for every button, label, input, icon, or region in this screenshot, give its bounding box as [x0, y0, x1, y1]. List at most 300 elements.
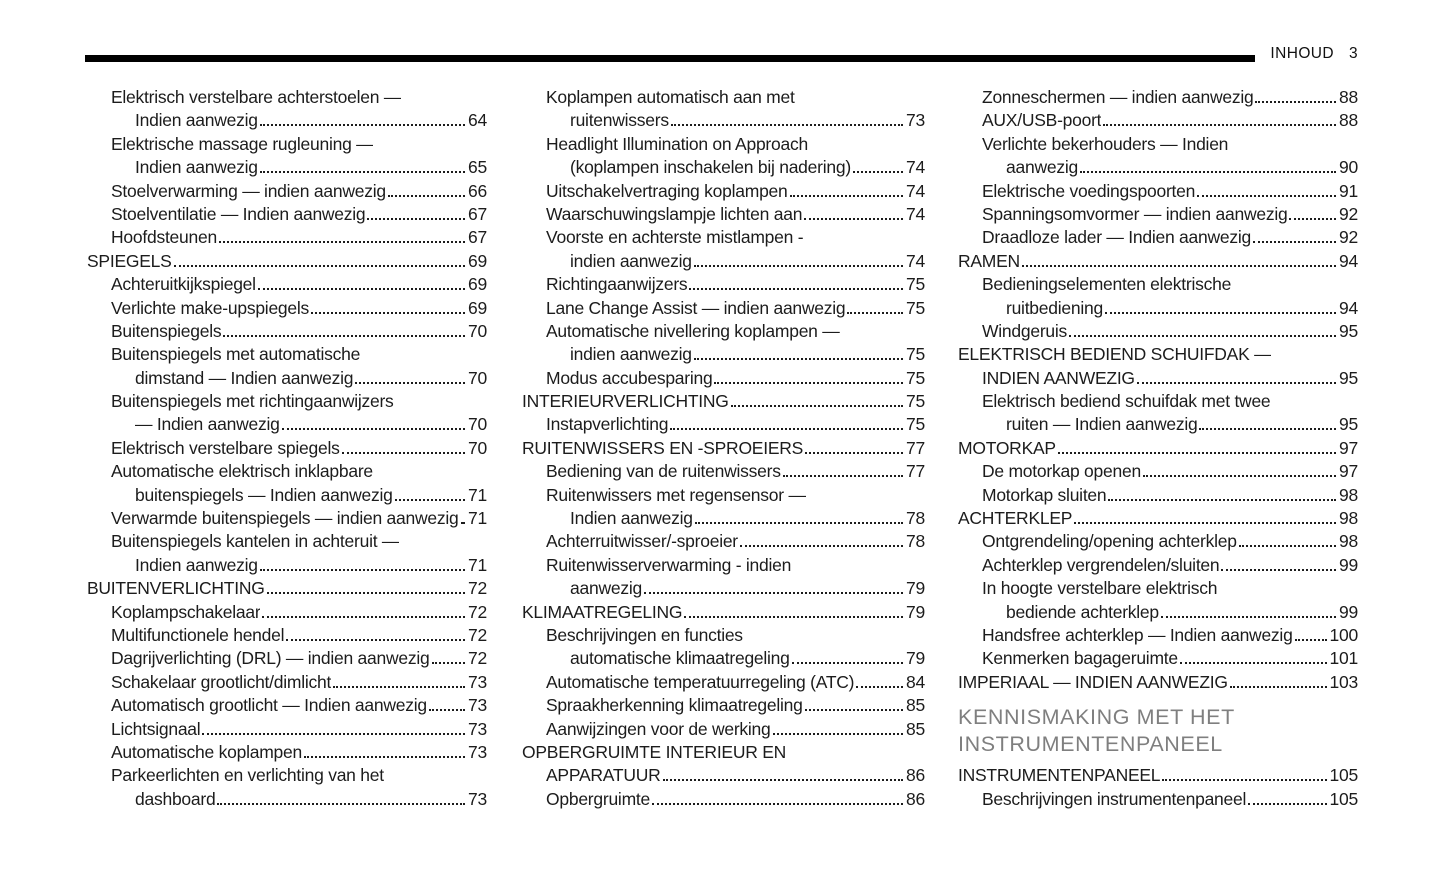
toc-leader-dots [1230, 686, 1327, 688]
toc-entry-label: Opbergruimte [546, 788, 650, 809]
toc-entry [958, 133, 1358, 156]
toc-leader-dots [1289, 218, 1336, 220]
toc-entry [522, 86, 925, 109]
toc-leader-dots [174, 265, 465, 267]
toc-entry [958, 437, 1358, 460]
toc-entry-label: Stoelventilatie — Indien aanwezig [111, 203, 366, 224]
toc-entry-label: Zonneschermen — indien aanwezig [982, 87, 1254, 107]
toc-entry-page: 70 [468, 367, 487, 388]
toc-entry [522, 671, 925, 694]
toc-entry [87, 554, 487, 577]
toc-entry [522, 273, 925, 296]
page-header [1270, 45, 1358, 63]
toc-entry [87, 320, 487, 343]
toc-entry [522, 718, 925, 741]
toc-leader-dots [1295, 639, 1327, 641]
toc-entry [958, 203, 1358, 226]
toc-leader-dots [740, 545, 903, 547]
toc-entry-label: MOTORKAP [958, 437, 1056, 458]
toc-entry-label: Parkeerlichten en verlichting van het [111, 765, 384, 786]
toc-entry-label: Verlichte bekerhouders — Indien [982, 133, 1229, 154]
toc-entry-label: Achterklep vergrendelen/sluiten [982, 554, 1220, 575]
toc-entry [958, 343, 1358, 366]
toc-entry [958, 250, 1358, 273]
toc-entry-page: 85 [906, 695, 925, 716]
toc-entry-label: Dagrijverlichting (DRL) — indien aanwezig [111, 648, 430, 669]
toc-leader-dots [267, 592, 465, 594]
toc-leader-dots [792, 662, 903, 664]
toc-entry-page: 94 [1339, 250, 1358, 271]
toc-leader-dots [695, 522, 903, 524]
toc-entry [522, 507, 925, 530]
toc-leader-dots [1221, 569, 1336, 571]
toc-leader-dots [804, 218, 903, 220]
toc-entry [958, 109, 1358, 132]
toc-entry [522, 390, 925, 413]
toc-entry [87, 133, 487, 156]
toc-entry-page: 72 [468, 648, 487, 669]
toc-leader-dots [1143, 475, 1336, 477]
toc-entry [87, 460, 487, 483]
toc-entry-label: Multifunctionele hendel [111, 624, 285, 645]
toc-leader-dots [258, 288, 465, 290]
toc-entry-page: 71 [468, 508, 487, 529]
toc-entry-page: 73 [468, 788, 487, 809]
toc-leader-dots [652, 803, 903, 805]
toc-entry-page: 67 [468, 227, 487, 248]
toc-entry [87, 109, 487, 132]
toc-entry-label: Kenmerken bagageruimte [982, 648, 1178, 669]
toc-entry-label: ruitbediening [1006, 297, 1103, 318]
toc-entry [87, 413, 487, 436]
toc-entry-label: Buitenspiegels met richtingaanwijzers [111, 391, 394, 412]
toc-entry-label: ELEKTRISCH BEDIEND SCHUIFDAK — [958, 344, 1272, 365]
toc-entry-page: 98 [1339, 484, 1358, 505]
toc-entry [958, 180, 1358, 203]
toc-entry-label: bediende achterklep [1006, 601, 1159, 622]
toc-entry-label: Koplampschakelaar [111, 601, 261, 622]
toc-leader-dots [790, 195, 904, 197]
toc-entry-page: 95 [1339, 367, 1358, 388]
toc-entry-label: INSTRUMENTENPANEEL [958, 732, 1223, 757]
toc-leader-dots [260, 124, 465, 126]
toc-entry-page: 88 [1339, 87, 1358, 107]
toc-entry [87, 484, 487, 507]
toc-entry-label: Elektrisch verstelbare achterstoelen — [111, 87, 402, 107]
toc-entry-page: 79 [906, 601, 925, 622]
toc-entry [522, 109, 925, 132]
toc-entry-label: Verwarmde buitenspiegels — indien aanwezig [111, 508, 459, 529]
toc-entry-label: ruiten — Indien aanwezig [1006, 414, 1198, 435]
toc-leader-dots [1108, 499, 1336, 501]
toc-leader-dots [856, 686, 903, 688]
toc-leader-dots [388, 195, 465, 197]
toc-entry-label: — Indien aanwezig [135, 414, 280, 435]
toc-entry-label: Indien aanwezig [135, 554, 258, 575]
toc-entry-page: 86 [906, 765, 925, 786]
toc-entry [522, 460, 925, 483]
toc-entry-page: 73 [906, 110, 925, 131]
toc-entry-page: 79 [906, 578, 925, 599]
toc-entry-page: 73 [468, 671, 487, 692]
toc-entry-page: 69 [468, 297, 487, 318]
toc-entry-page: 105 [1329, 765, 1358, 786]
toc-leader-dots [355, 382, 465, 384]
toc-entry-page: 99 [1339, 554, 1358, 575]
toc-leader-dots [1197, 195, 1336, 197]
toc-entry [958, 86, 1358, 109]
toc-entry-page: 78 [906, 508, 925, 529]
toc-entry-page: 100 [1329, 624, 1358, 645]
toc-entry [522, 250, 925, 273]
toc-leader-dots [432, 662, 466, 664]
toc-entry [87, 601, 487, 624]
toc-entry-label: De motorkap openen [982, 461, 1141, 482]
toc-entry-label: Windgeruis [982, 320, 1068, 341]
toc-entry-page: 98 [1339, 508, 1358, 529]
toc-entry-label: Indien aanwezig [570, 508, 693, 529]
toc-leader-dots [694, 265, 903, 267]
toc-entry-page: 75 [906, 297, 925, 318]
toc-entry-page: 86 [906, 788, 925, 809]
toc-entry-label: indien aanwezig [570, 344, 692, 365]
toc-entry [522, 694, 925, 717]
toc-leader-dots [1253, 241, 1336, 243]
toc-entry-page: 71 [468, 554, 487, 575]
toc-entry-label: Buitenspiegels [111, 320, 222, 341]
toc-entry [522, 156, 925, 179]
toc-entry-label: Lane Change Assist — indien aanwezig [546, 297, 846, 318]
toc-entry-label: Indien aanwezig [135, 157, 258, 178]
toc-entry [87, 86, 487, 109]
toc-entry-label: automatische klimaatregeling [570, 648, 790, 669]
toc-entry-page: 64 [468, 110, 487, 131]
toc-entry [522, 203, 925, 226]
toc-column-1 [87, 86, 487, 811]
toc-entry [87, 624, 487, 647]
toc-leader-dots [694, 358, 903, 360]
toc-entry-page: 69 [468, 250, 487, 271]
toc-leader-dots [461, 522, 466, 524]
toc-entry [87, 788, 487, 811]
toc-entry-label: Voorste en achterste mistlampen - [546, 227, 804, 248]
toc-entry [522, 297, 925, 320]
toc-entry-page: 70 [468, 320, 487, 341]
toc-leader-dots [805, 709, 903, 711]
toc-entry [958, 788, 1358, 811]
toc-entry-label: Elektrische voedingspoorten [982, 180, 1196, 201]
toc-leader-dots [282, 428, 465, 430]
toc-entry-label: In hoogte verstelbare elektrisch [982, 578, 1218, 599]
toc-entry-label: Achteruitkijkspiegel [111, 274, 256, 295]
toc-entry-page: 70 [468, 437, 487, 458]
toc-entry-label: Automatische temperatuurregeling (ATC) [546, 671, 855, 692]
toc-entry-label: Elektrisch bediend schuifdak met twee [982, 391, 1271, 412]
toc-leader-dots [1162, 779, 1326, 781]
toc-entry-page: 92 [1339, 203, 1358, 224]
toc-entry-label: Elektrisch verstelbare spiegels [111, 437, 340, 458]
toc-leader-dots [1105, 312, 1336, 314]
toc-leader-dots [395, 499, 465, 501]
toc-entry-label: dimstand — Indien aanwezig [135, 367, 354, 388]
toc-entry-page: 95 [1339, 414, 1358, 435]
toc-leader-dots [1239, 545, 1336, 547]
toc-entry-page: 95 [1339, 320, 1358, 341]
toc-entry [522, 530, 925, 553]
toc-entry [958, 226, 1358, 249]
toc-entry [958, 601, 1358, 624]
toc-entry-label: buitenspiegels — Indien aanwezig [135, 484, 393, 505]
toc-entry-label: Buitenspiegels kantelen in achteruit — [111, 531, 400, 552]
toc-entry [87, 343, 487, 366]
toc-entry-page: 75 [906, 414, 925, 435]
toc-leader-dots [219, 241, 465, 243]
toc-entry [87, 367, 487, 390]
toc-entry [522, 437, 925, 460]
toc-leader-dots [663, 779, 904, 781]
toc-leader-dots [1022, 265, 1336, 267]
toc-entry [87, 671, 487, 694]
toc-entry-label: Spanningsomvormer — indien aanwezig [982, 203, 1288, 224]
toc-leader-dots [202, 733, 465, 735]
toc-entry-page: 67 [468, 203, 487, 224]
toc-entry-page: 94 [1339, 297, 1358, 318]
toc-leader-dots [847, 312, 903, 314]
toc-entry [87, 718, 487, 741]
toc-leader-dots [262, 616, 465, 618]
toc-entry-page: 75 [906, 391, 925, 412]
toc-entry [958, 460, 1358, 483]
toc-leader-dots [1103, 124, 1336, 126]
toc-entry [958, 413, 1358, 436]
toc-entry [87, 250, 487, 273]
toc-entry-label: IMPERIAAL — INDIEN AANWEZIG [958, 671, 1228, 692]
toc-entry [87, 390, 487, 413]
toc-leader-dots [689, 288, 903, 290]
toc-leader-dots [805, 452, 903, 454]
toc-entry-label: Instapverlichting [546, 414, 669, 435]
toc-leader-dots [367, 218, 465, 220]
toc-entry-label: Indien aanwezig [135, 110, 258, 131]
section-group-title [958, 731, 1358, 758]
toc-entry-page: 74 [906, 180, 925, 201]
toc-entry-page: 77 [906, 461, 925, 482]
toc-entry [87, 297, 487, 320]
toc-entry [958, 297, 1358, 320]
toc-entry [958, 671, 1358, 694]
toc-entry-label: Buitenspiegels met automatische [111, 344, 361, 365]
toc-entry-label: Ruitenwissers met regensensor — [546, 484, 806, 505]
toc-leader-dots [1161, 616, 1336, 618]
toc-entry-page: 73 [468, 741, 487, 762]
toc-entry-page: 71 [468, 484, 487, 505]
toc-entry-label: Achterruitwisser/-sproeier [546, 531, 738, 552]
toc-entry [958, 484, 1358, 507]
toc-entry-label: Beschrijvingen en functies [546, 624, 743, 645]
toc-entry [522, 413, 925, 436]
toc-entry [87, 647, 487, 670]
toc-entry-page: 66 [468, 180, 487, 201]
toc-entry-label: OPBERGRUIMTE INTERIEUR EN [522, 741, 787, 762]
header-page-number: 3 [1348, 45, 1358, 62]
toc-entry-page: 97 [1339, 437, 1358, 458]
toc-leader-dots [644, 592, 903, 594]
toc-entry [522, 133, 925, 156]
toc-entry [87, 741, 487, 764]
toc-entry-label: Koplampen automatisch aan met [546, 87, 795, 107]
toc-entry [958, 367, 1358, 390]
toc-entry-label: Waarschuwingslampje lichten aan [546, 203, 803, 224]
toc-entry-label: Draadloze lader — Indien aanwezig [982, 227, 1251, 248]
toc-entry-page: 73 [468, 718, 487, 739]
toc-leader-dots [260, 569, 465, 571]
toc-entry-label: Automatische nivellering koplampen — [546, 320, 840, 341]
toc-entry-page: 72 [468, 624, 487, 645]
toc-entry-page: 99 [1339, 601, 1358, 622]
toc-entry [87, 694, 487, 717]
toc-entry [958, 554, 1358, 577]
toc-leader-dots [1180, 662, 1327, 664]
toc-entry-label: Bediening van de ruitenwissers [546, 461, 781, 482]
toc-entry-label: INSTRUMENTENPANEEL [958, 765, 1161, 786]
toc-leader-dots [714, 382, 903, 384]
toc-entry [87, 273, 487, 296]
toc-leader-dots [670, 428, 903, 430]
toc-column-2 [522, 86, 925, 811]
toc-entry [522, 226, 925, 249]
toc-entry-label: Headlight Illumination on Approach [546, 133, 808, 154]
toc-entry [522, 554, 925, 577]
toc-entry [522, 320, 925, 343]
toc-entry-label: aanwezig [570, 578, 642, 599]
toc-entry [958, 577, 1358, 600]
toc-entry-page: 90 [1339, 157, 1358, 178]
toc-entry-label: Spraakherkenning klimaatregeling [546, 695, 803, 716]
toc-entry-label: BUITENVERLICHTING [87, 578, 265, 599]
toc-leader-dots [1080, 171, 1336, 173]
toc-leader-dots [223, 335, 465, 337]
toc-entry-label: Richtingaanwijzers [546, 274, 688, 295]
toc-entry-page: 74 [906, 250, 925, 271]
toc-leader-dots [260, 171, 465, 173]
toc-entry-page: 74 [906, 203, 925, 224]
toc-entry [958, 507, 1358, 530]
toc-entry [522, 180, 925, 203]
toc-leader-dots [286, 639, 465, 641]
toc-entry-label: Bedieningselementen elektrische [982, 274, 1232, 295]
toc-leader-dots [1255, 101, 1336, 103]
toc-entry-label: Handsfree achterklep — Indien aanwezig [982, 624, 1293, 645]
toc-entry-page: 85 [906, 718, 925, 739]
toc-leader-dots [304, 756, 465, 758]
toc-entry-label: Stoelverwarming — indien aanwezig [111, 180, 386, 201]
toc-entry-page: 79 [906, 648, 925, 669]
toc-entry-page: 98 [1339, 531, 1358, 552]
toc-entry-label: SPIEGELS [87, 250, 172, 271]
toc-entry-page: 72 [468, 601, 487, 622]
toc-entry-label: Motorkap sluiten [982, 484, 1107, 505]
toc-entry-page: 75 [906, 274, 925, 295]
toc-entry-label: Aanwijzingen voor de werking [546, 718, 771, 739]
toc-entry [87, 203, 487, 226]
toc-column-3 [958, 86, 1358, 811]
toc-leader-dots [342, 452, 465, 454]
toc-entry-label: aanwezig [1006, 157, 1078, 178]
toc-entry [522, 764, 925, 787]
toc-leader-dots [1074, 522, 1336, 524]
toc-entry-page: 97 [1339, 461, 1358, 482]
toc-entry-label: RAMEN [958, 250, 1020, 271]
toc-entry [958, 624, 1358, 647]
toc-leader-dots [217, 803, 465, 805]
toc-entry-page: 77 [906, 437, 925, 458]
toc-entry-label: Elektrische massage rugleuning — [111, 133, 374, 154]
toc-entry [522, 741, 925, 764]
toc-entry [522, 343, 925, 366]
toc-entry-page: 75 [906, 344, 925, 365]
toc-leader-dots [853, 171, 903, 173]
toc-entry [522, 577, 925, 600]
toc-entry-page: 105 [1329, 788, 1358, 809]
toc-entry-page: 75 [906, 367, 925, 388]
toc-entry [87, 530, 487, 553]
toc-entry-label: Uitschakelvertraging koplampen [546, 180, 788, 201]
toc-entry-label: KENNISMAKING MET HET [958, 705, 1235, 730]
toc-entry-label: ACHTERKLEP [958, 508, 1073, 529]
toc-entry-label: APPARATUUR [546, 765, 661, 786]
toc-entry [958, 764, 1358, 787]
toc-entry-label: Beschrijvingen instrumentenpaneel [982, 788, 1247, 809]
toc-entry-label: RUITENWISSERS EN -SPROEIERS [522, 437, 804, 458]
toc-entry-label: Lichtsignaal [111, 718, 201, 739]
toc-leader-dots [731, 405, 903, 407]
toc-entry [87, 577, 487, 600]
toc-entry [958, 530, 1358, 553]
toc-entry [522, 647, 925, 670]
toc-entry [958, 320, 1358, 343]
toc-entry-page: 74 [906, 157, 925, 178]
toc-entry-label: AUX/USB-poort [982, 110, 1102, 131]
toc-entry-label: Ruitenwisserverwarming - indien [546, 554, 792, 575]
toc-leader-dots [773, 733, 904, 735]
toc-entry-label: Ontgrendeling/opening achterklep [982, 531, 1237, 552]
toc-entry-label: (koplampen inschakelen bij nadering) [570, 157, 851, 178]
toc-entry-label: Automatische koplampen [111, 741, 302, 762]
toc-leader-dots [783, 475, 903, 477]
toc-leader-dots [1069, 335, 1336, 337]
toc-entry-label: Modus accubesparing [546, 367, 713, 388]
toc-entry [522, 484, 925, 507]
toc-entry-page: 65 [468, 157, 487, 178]
toc-leader-dots [1248, 803, 1326, 805]
toc-entry [87, 156, 487, 179]
toc-entry-page: 92 [1339, 227, 1358, 248]
toc-entry-label: Automatische elektrisch inklapbare [111, 461, 373, 482]
toc-entry-label: Verlichte make-upspiegels [111, 297, 310, 318]
toc-entry [87, 437, 487, 460]
toc-entry [87, 180, 487, 203]
toc-leader-dots [429, 709, 465, 711]
toc-entry-page: 103 [1329, 671, 1358, 692]
toc-entry-page: 88 [1339, 110, 1358, 131]
toc-leader-dots [1137, 382, 1336, 384]
toc-entry [522, 624, 925, 647]
toc-entry-label: indien aanwezig [570, 250, 692, 271]
toc-entry-label: Schakelaar grootlicht/dimlicht [111, 671, 332, 692]
toc-entry [87, 507, 487, 530]
toc-leader-dots [311, 312, 465, 314]
toc-entry-page: 73 [468, 695, 487, 716]
